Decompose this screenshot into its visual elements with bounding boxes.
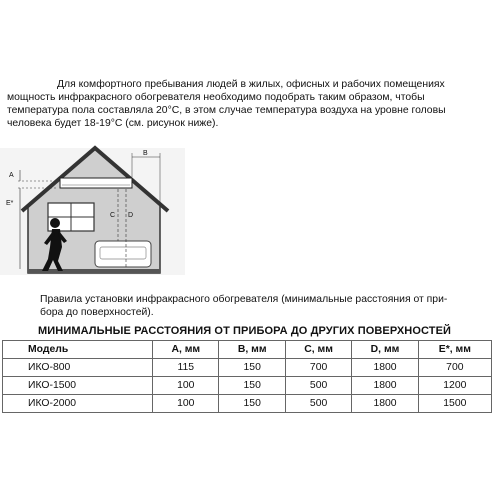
header-a: А, мм	[153, 341, 219, 359]
cell-c: 500	[285, 395, 351, 413]
cell-d: 1800	[352, 359, 418, 377]
table-header-row	[3, 341, 492, 359]
cell-d: 1800	[352, 395, 418, 413]
cell-c: 500	[285, 377, 351, 395]
cell-b: 150	[219, 377, 285, 395]
table-title: МИНИМАЛЬНЫЕ РАССТОЯНИЯ ОТ ПРИБОРА ДО ДРУГИХ ПОВЕРХНОСТЕЙ	[38, 325, 452, 337]
intro-line: мощность инфракрасного обогревателя необходимо подобрать таким образом, чтобы	[7, 92, 425, 103]
header-d: D, мм	[352, 341, 418, 359]
table-row	[3, 395, 492, 413]
header-e: E*, мм	[418, 341, 491, 359]
cell-d: 1800	[352, 377, 418, 395]
cell-a: 100	[153, 377, 219, 395]
cell-model: ИКО-800	[3, 359, 153, 377]
distance-table	[2, 340, 492, 413]
label-a: A	[9, 172, 14, 179]
intro-line: человека будет 18-19°C (см. рисунок ниже).	[7, 118, 219, 129]
intro-line: Для комфортного пребывания людей в жилых, офисных и рабочих помещениях	[57, 79, 445, 90]
header-model: Модель	[3, 341, 153, 359]
label-d: D	[128, 212, 134, 219]
cell-b: 150	[219, 359, 285, 377]
sofa	[95, 241, 151, 267]
cell-model: ИКО-1500	[3, 377, 153, 395]
cell-b: 150	[219, 395, 285, 413]
header-b: В, мм	[219, 341, 285, 359]
table-row	[3, 359, 492, 377]
intro-line: температура пола составляла 20°C, в этом случае температура воздуха на уровне головы	[7, 105, 446, 116]
label-b: B	[143, 150, 148, 157]
cell-e: 1500	[418, 395, 491, 413]
intro-paragraph	[7, 78, 487, 130]
installation-rule-text	[40, 293, 490, 319]
rule-line: бора до поверхностей).	[40, 307, 154, 318]
heater	[60, 178, 132, 188]
table-row	[3, 377, 492, 395]
cell-c: 700	[285, 359, 351, 377]
cell-a: 115	[153, 359, 219, 377]
cell-model: ИКО-2000	[3, 395, 153, 413]
header-c: С, мм	[285, 341, 351, 359]
cell-a: 100	[153, 395, 219, 413]
cell-e: 1200	[418, 377, 491, 395]
installation-diagram	[0, 143, 190, 283]
cell-e: 700	[418, 359, 491, 377]
label-c: C	[110, 212, 116, 219]
rule-line: Правила установки инфракрасного обогревателя (минимальные расстояния от при-	[40, 294, 448, 305]
label-e: E*	[6, 200, 14, 207]
